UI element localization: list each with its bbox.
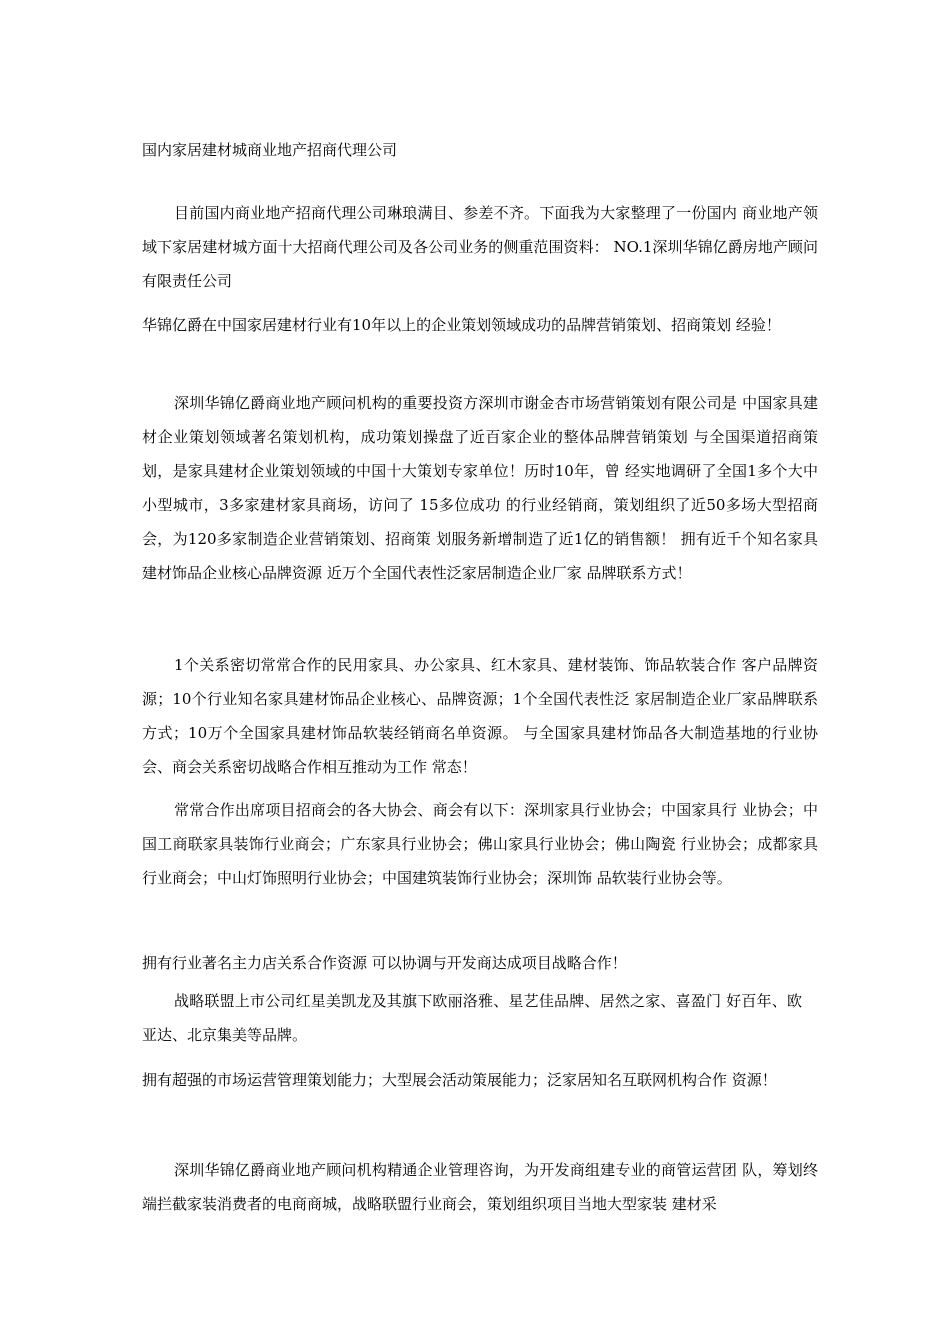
- paragraph-investor: 深圳华锦亿爵商业地产顾问机构的重要投资方深圳市谢金杏市场营销策划有限公司是 中国家具建材企业策划领域著名策划机构，成功策划操盘了近百家企业的整体品牌营销策划 与全国渠道招商策划，是家具建材企业策划领域的中国十大策划专家单位！历时10年，曾 经实地调研了全国1多个大中小型城市，3多家建材家具商场，访问了 15多位成功 的行业经销商，策划组织了近50多场大型招商会，为120多家制造企业营销策划、招商策 划服务新增制造了近1亿的销售额！ 拥有近千个知名家具建材饰品企业核心品牌资源 近万个全国代表性泛家居制造企业厂家 品牌联系方式！: [142, 394, 818, 582]
- paragraph-resources: 1个关系密切常常合作的民用家具、办公家具、红木家具、建材装饰、饰品软装合作 客户品牌资源；10个行业知名家具建材饰品企业核心、品牌资源；1个全国代表性泛 家居制造企业厂家品牌联系方式；10万个全国家具建材饰品软装经销商名单资源。 与全国家具建材饰品各大制造基地的行业协会、商会关系密切战略合作相互推动为工作 常态！: [142, 656, 818, 776]
- paragraph-capabilities: 拥有超强的市场运营管理策划能力；大型展会活动策展能力；泛家居知名互联网机构合作 资源！: [142, 1071, 777, 1089]
- document-title: 国内家居建材城商业地产招商代理公司: [142, 141, 398, 159]
- paragraph-alliance: 战略联盟上市公司红星美凯龙及其旗下欧丽洛雅、星艺佳品牌、居然之家、喜盈门 好百年、欧亚达、北京集美等品牌。: [142, 992, 802, 1044]
- paragraph-experience: 华锦亿爵在中国家居建材行业有10年以上的企业策划领域成功的品牌营销策划、招商策划 经验！: [142, 316, 781, 334]
- paragraph-associations: 常常合作出席项目招商会的各大协会、商会有以下：深圳家具行业协会；中国家具行 业协会；中国工商联家具装饰行业商会；广东家具行业协会；佛山家具行业协会；佛山陶瓷 行业协会；成都家具行业商会；中山灯饰照明行业协会；中国建筑装饰行业协会；深圳饰 品软装行业协会等。: [142, 801, 818, 887]
- paragraph-anchor-stores: 拥有行业著名主力店关系合作资源 可以协调与开发商达成项目战略合作！: [142, 954, 627, 972]
- paragraph-intro: 目前国内商业地产招商代理公司琳琅满目、参差不齐。下面我为大家整理了一份国内 商业地产领域下家居建材城方面十大招商代理公司及各公司业务的侧重范围资料： NO.1深圳华锦亿爵房地产顾问有限责任公司: [142, 204, 818, 290]
- paragraph-management: 深圳华锦亿爵商业地产顾问机构精通企业管理咨询，为开发商组建专业的商管运营团 队，筹划终端拦截家装消费者的电商商城，战略联盟行业商会，策划组织项目当地大型家装 建材采: [142, 1161, 818, 1213]
